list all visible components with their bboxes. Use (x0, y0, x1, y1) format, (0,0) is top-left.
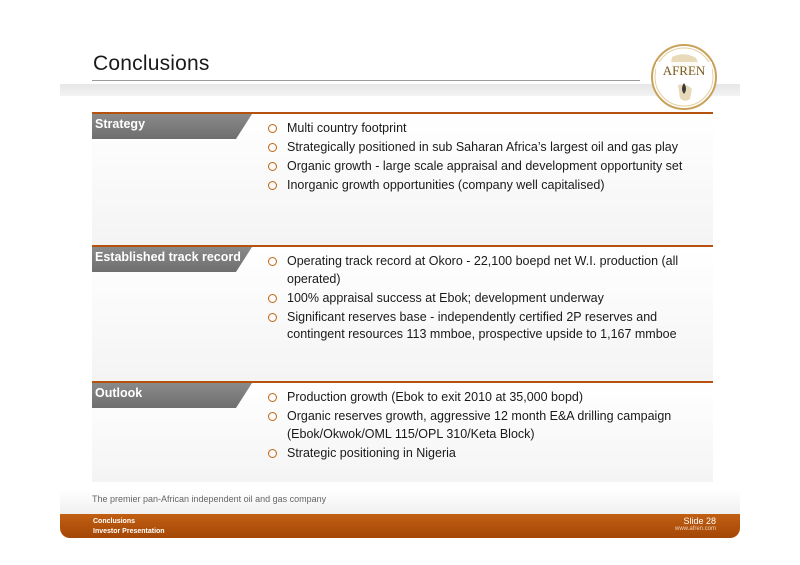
list-item: Significant reserves base - independently certified 2P reserves and contingent resources 113 mmboe, prospective upside to 1,167 mmboe (268, 309, 690, 344)
slide-number: Slide 28 (683, 516, 716, 526)
circle-bullet-icon (268, 181, 277, 190)
afren-logo (650, 43, 718, 111)
list-item: Organic reserves growth, aggressive 12 month E&A drilling campaign (Ebok/Okwok/OML 115/OPL 310/Keta Block) (268, 408, 690, 443)
bullet-list (268, 389, 690, 464)
footer-section-name: Conclusions (93, 518, 136, 525)
list-item: Organic growth - large scale appraisal and development opportunity set (268, 158, 690, 176)
section-label: Outlook (95, 386, 143, 400)
footer-presentation-name: Investor Presentation (93, 528, 165, 535)
logo-text: AFREN (662, 63, 706, 78)
page-title: Conclusions (93, 52, 210, 75)
section-strategy (92, 112, 713, 245)
circle-bullet-icon (268, 313, 277, 322)
list-item: Strategic positioning in Nigeria (268, 445, 690, 463)
list-item: 100% appraisal success at Ebok; development underway (268, 290, 690, 308)
footer-url: www.afren.com (674, 526, 716, 532)
list-item: Production growth (Ebok to exit 2010 at 35,000 bopd) (268, 389, 690, 407)
circle-bullet-icon (268, 124, 277, 133)
list-item: Strategically positioned in sub Saharan Africa’s largest oil and gas play (268, 139, 690, 157)
company-tagline: The premier pan-African independent oil and gas company (92, 494, 327, 504)
bullet-list (268, 253, 690, 345)
section-track-record (92, 245, 713, 381)
circle-bullet-icon (268, 143, 277, 152)
list-item: Multi country footprint (268, 120, 690, 138)
section-label: Established track record (95, 250, 241, 264)
section-label: Strategy (95, 117, 146, 131)
circle-bullet-icon (268, 294, 277, 303)
circle-bullet-icon (268, 393, 277, 402)
circle-bullet-icon (268, 449, 277, 458)
circle-bullet-icon (268, 257, 277, 266)
title-divider (92, 80, 640, 81)
circle-bullet-icon (268, 162, 277, 171)
section-outlook (92, 381, 713, 482)
footer-section-info (93, 517, 165, 537)
header-band (60, 84, 740, 96)
circle-bullet-icon (268, 412, 277, 421)
list-item: Operating track record at Okoro - 22,100 boepd net W.I. production (all operated) (268, 253, 690, 288)
list-item: Inorganic growth opportunities (company well capitalised) (268, 177, 690, 195)
bullet-list (268, 120, 690, 196)
footer-slide-info (640, 516, 716, 532)
